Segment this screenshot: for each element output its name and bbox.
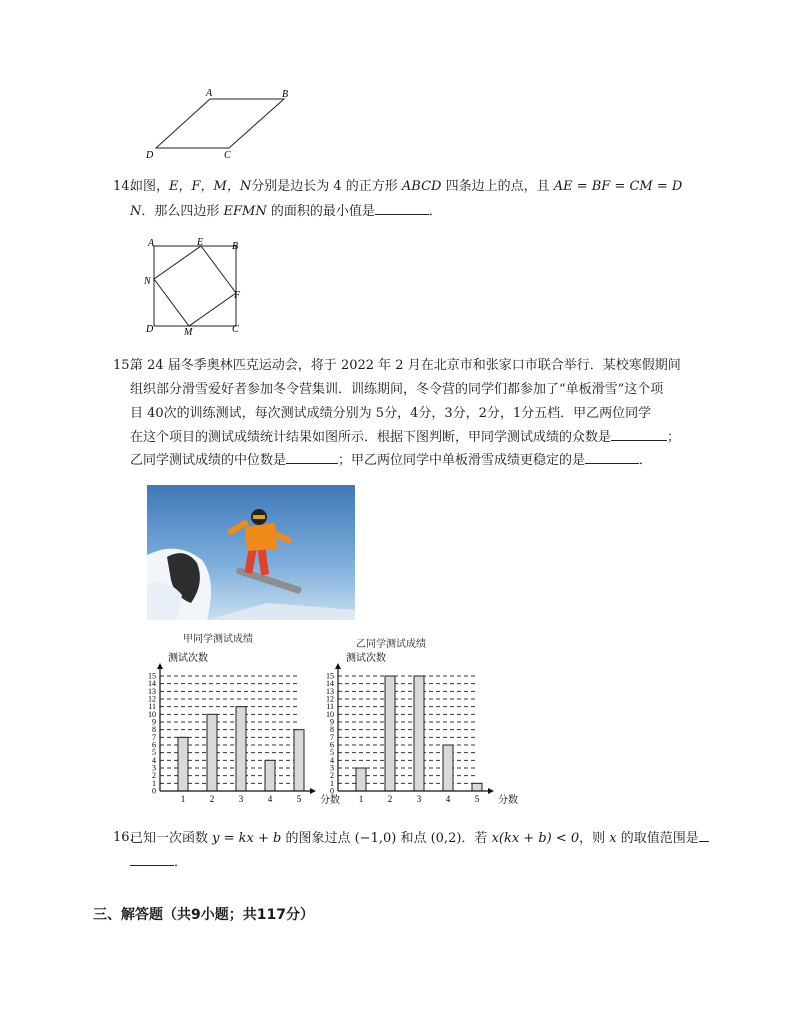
- snowboarder-illustration: [147, 485, 355, 620]
- label-D: D: [146, 150, 154, 161]
- label-A: A: [206, 88, 213, 99]
- y-axis-arrow: [157, 663, 163, 669]
- answer-blank[interactable]: [611, 428, 667, 441]
- y-tick-label: 4: [152, 755, 156, 765]
- y-tick-label: 2: [152, 771, 156, 781]
- y-tick-label: 11: [148, 702, 156, 712]
- q14-text: ．: [428, 204, 442, 219]
- y-tick-label: 8: [330, 725, 334, 735]
- bar-score-5: [472, 783, 482, 791]
- y-tick-label: 13: [148, 686, 156, 696]
- label-F: F: [234, 290, 241, 301]
- chart-jia: [140, 645, 340, 813]
- label-C: C: [232, 324, 239, 335]
- q15-text: 乙同学测试成绩的中位数是: [130, 453, 287, 468]
- y-tick-label: 12: [148, 694, 156, 704]
- answer-blank[interactable]: [585, 451, 639, 464]
- q14-points: E，F，M，N: [169, 179, 252, 194]
- q14-square: ABCD: [401, 179, 442, 194]
- x-tick-label: 3: [416, 794, 422, 804]
- y-tick-label: 5: [152, 748, 156, 758]
- q16-text: 已知一次函数: [130, 831, 213, 846]
- y-tick-label: 6: [152, 740, 156, 750]
- x-tick-label: 4: [445, 794, 451, 804]
- y-tick-label: 3: [152, 763, 156, 773]
- x-tick-label: 1: [180, 794, 186, 804]
- label-D: D: [146, 324, 154, 335]
- section-3-heading: 三、解答题（共9小题；共117分）: [93, 907, 314, 923]
- answer-blank[interactable]: [130, 853, 174, 866]
- answer-blank[interactable]: [286, 451, 338, 464]
- q14-text: 四条边上的点，且: [441, 179, 554, 194]
- y-tick-label: 6: [330, 740, 334, 750]
- q16-text: 的取值范围是: [616, 831, 699, 846]
- label-C: C: [224, 150, 231, 161]
- label-B: B: [282, 89, 289, 100]
- q15-text: ；甲乙两位同学中单板滑雪成绩更稳定的是: [338, 453, 586, 468]
- q15-text: ；: [667, 430, 681, 445]
- y-tick-label: 7: [330, 732, 334, 742]
- bar-score-2: [385, 676, 395, 791]
- q16-text: 和点: [396, 831, 431, 846]
- y-tick-label: 10: [326, 709, 334, 719]
- x-axis-arrow: [488, 788, 494, 794]
- q16-number: 16.: [113, 830, 134, 845]
- chart-yi-title: 乙同学测试成绩: [356, 639, 426, 650]
- q15-line1: 第 24 届冬季奥林匹克运动会，将于 2022 年 2 月在北京市和张家口市联合举行．某校寒假期间: [130, 358, 681, 373]
- parallelogram-shape: [156, 99, 284, 148]
- y-tick-label: 10: [148, 709, 156, 719]
- q14-text: ．那么四边形: [141, 204, 224, 219]
- y-tick-label: 0: [152, 786, 156, 796]
- answer-blank[interactable]: [699, 829, 709, 842]
- x-tick-label: 2: [387, 794, 393, 804]
- label-B: B: [232, 241, 239, 252]
- y-axis-label: 测试次数: [346, 653, 386, 664]
- q14-line1: [130, 178, 682, 196]
- y-tick-label: 15: [326, 671, 334, 681]
- y-tick-label: 9: [330, 717, 334, 727]
- y-tick-label: 12: [326, 694, 334, 704]
- q14-shape: EFMN: [223, 204, 267, 219]
- q15-line3: 目 40次的训练测试，每次测试成绩分别为 5分，4分，3分，2分，1分五档．甲乙两位同学: [130, 406, 652, 421]
- square-figure: [140, 234, 250, 338]
- q16-var: x: [609, 831, 617, 846]
- bar-score-3: [236, 707, 246, 791]
- y-tick-label: 3: [330, 763, 334, 773]
- q15-line2: 组织部分滑雪爱好者参加冬令营集训．训练期间，冬令营的同学们都参加了“单板滑雪”这个项: [130, 382, 664, 397]
- q16-text: ．: [174, 855, 188, 870]
- y-axis-arrow: [335, 663, 341, 669]
- y-tick-label: 14: [326, 679, 334, 689]
- q15-line5: [130, 451, 652, 470]
- label-M: M: [184, 327, 193, 338]
- parallelogram-figure: [140, 86, 300, 162]
- x-tick-label: 3: [238, 794, 244, 804]
- y-tick-label: 0: [330, 786, 334, 796]
- y-tick-label: 4: [330, 755, 334, 765]
- q16-line2: [130, 853, 187, 872]
- bar-score-4: [265, 760, 275, 791]
- x-axis-label: 分数: [498, 795, 518, 806]
- q14-number: 14.: [113, 179, 134, 194]
- q15-text: ．: [639, 453, 653, 468]
- q16-text: 的图象过点: [281, 831, 355, 846]
- q15-text: 在这个项目的测试成绩统计结果如图所示．根据下图判断，甲同学测试成绩的众数是: [130, 430, 612, 445]
- y-tick-label: 1: [330, 778, 334, 788]
- y-tick-label: 9: [152, 717, 156, 727]
- bar-score-4: [443, 745, 453, 791]
- q16-point1: (−1,0): [354, 831, 397, 846]
- snowboarder-photo: [147, 485, 355, 620]
- bar-score-3: [414, 676, 424, 791]
- y-tick-label: 15: [148, 671, 156, 681]
- bar-score-5: [294, 730, 304, 791]
- label-N: N: [144, 276, 151, 287]
- x-tick-label: 1: [358, 794, 364, 804]
- q16-text: ．若: [461, 831, 492, 846]
- chart-yi: [316, 645, 516, 813]
- square-abcd: [154, 246, 236, 326]
- quadrilateral-efmn: [154, 246, 236, 326]
- chart-jia-title: 甲同学测试成绩: [183, 634, 253, 645]
- y-tick-label: 11: [326, 702, 334, 712]
- q15-number: 15.: [113, 358, 134, 373]
- x-tick-label: 5: [474, 794, 480, 804]
- q16-line1: [130, 829, 709, 848]
- q16-text: ，则: [579, 831, 610, 846]
- y-tick-label: 8: [152, 725, 156, 735]
- q14-equation-cont: N: [130, 204, 142, 219]
- q14-line2: [130, 202, 442, 221]
- q15-line4: [130, 428, 680, 447]
- x-tick-label: 5: [296, 794, 302, 804]
- label-A: A: [148, 238, 155, 249]
- y-tick-label: 14: [148, 679, 156, 689]
- x-axis-label: 分数: [320, 795, 340, 806]
- y-tick-label: 2: [330, 771, 334, 781]
- q14-equation: AE = BF = CM = D: [553, 179, 683, 194]
- q14-text: 分别是边长为 4 的正方形: [251, 179, 402, 194]
- q14-text: 如图，: [130, 179, 170, 194]
- y-tick-label: 5: [330, 748, 334, 758]
- bar-score-2: [207, 714, 217, 791]
- y-tick-label: 7: [152, 732, 156, 742]
- q16-condition: x(kx + b) < 0: [491, 831, 580, 846]
- x-tick-label: 2: [209, 794, 215, 804]
- y-tick-label: 1: [152, 778, 156, 788]
- x-tick-label: 4: [267, 794, 273, 804]
- q16-function: y = kx + b: [212, 831, 282, 846]
- answer-blank[interactable]: [375, 202, 429, 215]
- label-E: E: [197, 237, 204, 248]
- q14-text: 的面积的最小值是: [266, 204, 375, 219]
- bar-score-1: [178, 737, 188, 791]
- bar-score-1: [356, 768, 366, 791]
- y-tick-label: 13: [326, 686, 334, 696]
- y-axis-label: 测试次数: [168, 653, 208, 664]
- q16-point2: (0,2): [430, 831, 462, 846]
